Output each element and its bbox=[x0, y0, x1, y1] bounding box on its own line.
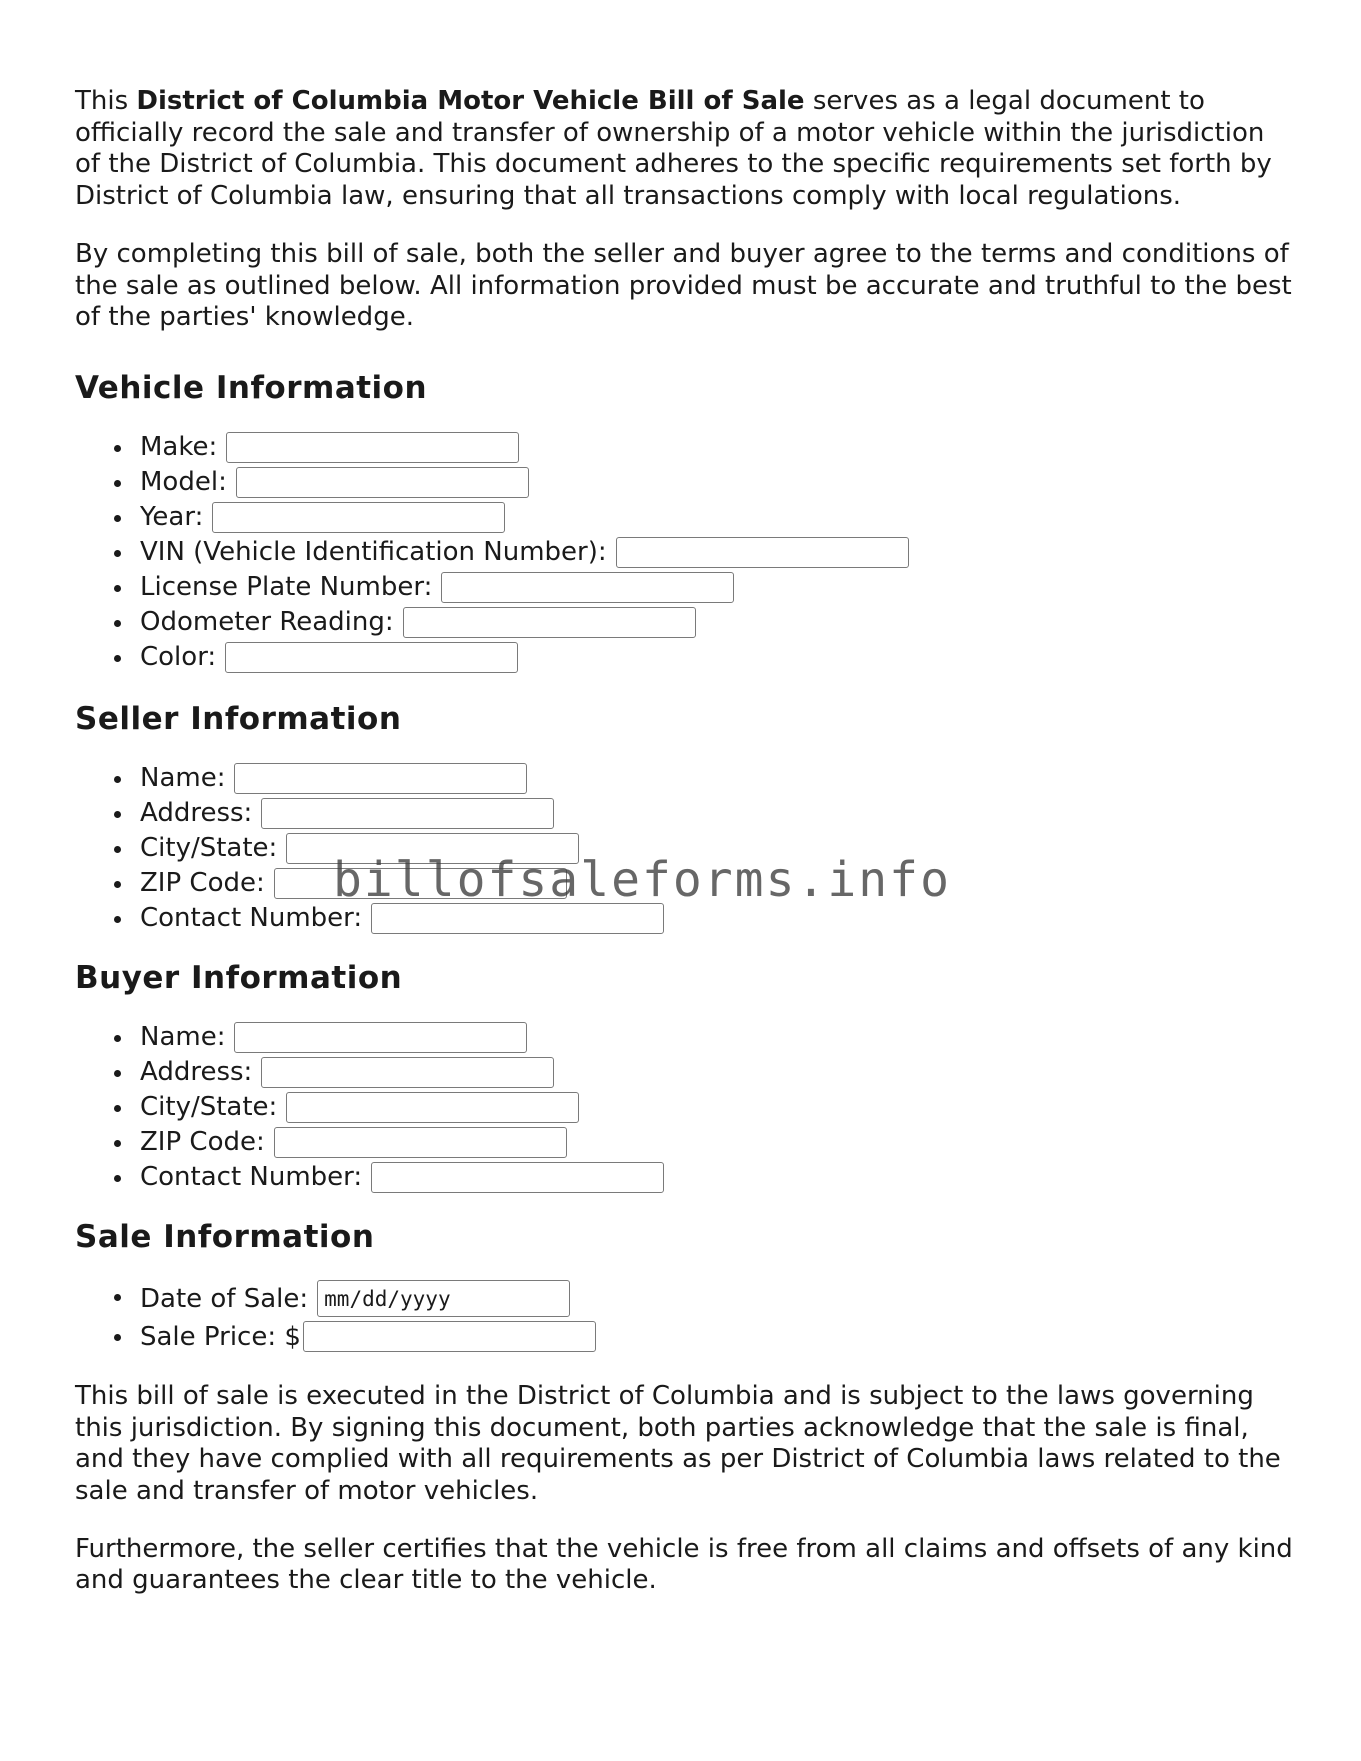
seller-section-heading: Seller Information bbox=[75, 700, 402, 737]
list-item bbox=[140, 796, 1295, 831]
seller-address-label: Address: bbox=[140, 798, 253, 829]
year-input[interactable] bbox=[212, 502, 505, 533]
closing-paragraph-2: Furthermore, the seller certifies that the vehicle is free from all claims and offsets of any kind and guarantees the clear title to the vehicle. bbox=[75, 1533, 1293, 1596]
list-item bbox=[140, 761, 1295, 796]
list-item bbox=[140, 640, 1295, 675]
date-of-sale-input[interactable] bbox=[317, 1280, 570, 1317]
watermark: billofsaleforms.info bbox=[333, 852, 951, 908]
closing-paragraph-1: This bill of sale is executed in the District of Columbia and is subject to the laws governing this jurisdiction. By signing this document, both parties acknowledge that the sale is final, and they have complied with all requirements as per District of Columbia laws related to the sale and transfer of motor vehicles. bbox=[75, 1380, 1281, 1507]
sale-price-label: Sale Price: $ bbox=[140, 1321, 301, 1352]
intro-paragraph-2: By completing this bill of sale, both the seller and buyer agree to the terms and conditions of the sale as outlined below. All information provided must be accurate and truthful to the best of the parties' knowledge. bbox=[75, 238, 1292, 333]
intro-prefix: This bbox=[75, 86, 137, 116]
vin-input[interactable] bbox=[616, 537, 909, 568]
buyer-section-heading: Buyer Information bbox=[75, 959, 403, 996]
buyer-address-label: Address: bbox=[140, 1057, 253, 1088]
intro-suffix: serves as a legal document to officially record the sale and transfer of ownership of a motor vehicle within the jurisdiction of the District of Columbia. This document adheres to the specific requirements set forth by District of Columbia law, ensuring that all transactions comply with local regulations. bbox=[75, 86, 1272, 212]
list-item bbox=[140, 500, 1295, 535]
make-input[interactable] bbox=[226, 432, 519, 463]
vehicle-field-list bbox=[75, 430, 1295, 675]
list-item bbox=[140, 430, 1295, 465]
sale-section-heading: Sale Information bbox=[75, 1218, 375, 1255]
bill-of-sale-document bbox=[75, 86, 1295, 1623]
list-item bbox=[140, 866, 1295, 901]
list-item bbox=[140, 1055, 1295, 1090]
buyer-zip-input[interactable] bbox=[274, 1127, 567, 1158]
license-plate-label: License Plate Number: bbox=[140, 572, 433, 603]
seller-address-input[interactable] bbox=[261, 798, 554, 829]
make-label: Make: bbox=[140, 432, 218, 463]
color-input[interactable] bbox=[225, 642, 518, 673]
buyer-zip-label: ZIP Code: bbox=[140, 1127, 265, 1158]
buyer-field-list bbox=[75, 1020, 1295, 1195]
document-title: District of Columbia Motor Vehicle Bill of Sale bbox=[136, 86, 805, 116]
list-item bbox=[140, 1125, 1295, 1160]
list-item bbox=[140, 1279, 1295, 1319]
intro-paragraph-1 bbox=[75, 86, 1295, 213]
license-plate-input[interactable] bbox=[441, 572, 734, 603]
list-item bbox=[140, 465, 1295, 500]
seller-name-input[interactable] bbox=[234, 763, 527, 794]
list-item bbox=[140, 1090, 1295, 1125]
sale-field-list bbox=[75, 1279, 1295, 1355]
model-label: Model: bbox=[140, 467, 227, 498]
buyer-name-input[interactable] bbox=[234, 1022, 527, 1053]
buyer-city-state-label: City/State: bbox=[140, 1092, 278, 1123]
list-item bbox=[140, 1160, 1295, 1195]
list-item bbox=[140, 570, 1295, 605]
seller-zip-input[interactable] bbox=[274, 868, 567, 899]
buyer-city-state-input[interactable] bbox=[286, 1092, 579, 1123]
seller-zip-label: ZIP Code: bbox=[140, 868, 265, 899]
model-input[interactable] bbox=[236, 467, 529, 498]
vehicle-section-heading: Vehicle Information bbox=[75, 369, 428, 406]
list-item bbox=[140, 901, 1295, 936]
odometer-label: Odometer Reading: bbox=[140, 607, 394, 638]
list-item bbox=[140, 1319, 1295, 1355]
seller-contact-input[interactable] bbox=[371, 903, 664, 934]
list-item bbox=[140, 605, 1295, 640]
seller-field-list bbox=[75, 761, 1295, 936]
vin-label: VIN (Vehicle Identification Number): bbox=[140, 537, 607, 568]
color-label: Color: bbox=[140, 642, 217, 673]
date-placeholder: mm/dd/yyyy bbox=[324, 1286, 451, 1311]
seller-city-state-input[interactable] bbox=[286, 833, 579, 864]
year-label: Year: bbox=[140, 502, 204, 533]
list-item bbox=[140, 535, 1295, 570]
odometer-input[interactable] bbox=[403, 607, 696, 638]
buyer-name-label: Name: bbox=[140, 1022, 226, 1053]
list-item bbox=[140, 1020, 1295, 1055]
buyer-contact-label: Contact Number: bbox=[140, 1162, 363, 1193]
seller-city-state-label: City/State: bbox=[140, 833, 278, 864]
seller-contact-label: Contact Number: bbox=[140, 903, 363, 934]
sale-price-input[interactable] bbox=[303, 1321, 596, 1352]
seller-name-label: Name: bbox=[140, 763, 226, 794]
buyer-address-input[interactable] bbox=[261, 1057, 554, 1088]
buyer-contact-input[interactable] bbox=[371, 1162, 664, 1193]
list-item bbox=[140, 831, 1295, 866]
date-of-sale-label: Date of Sale: bbox=[140, 1283, 309, 1314]
